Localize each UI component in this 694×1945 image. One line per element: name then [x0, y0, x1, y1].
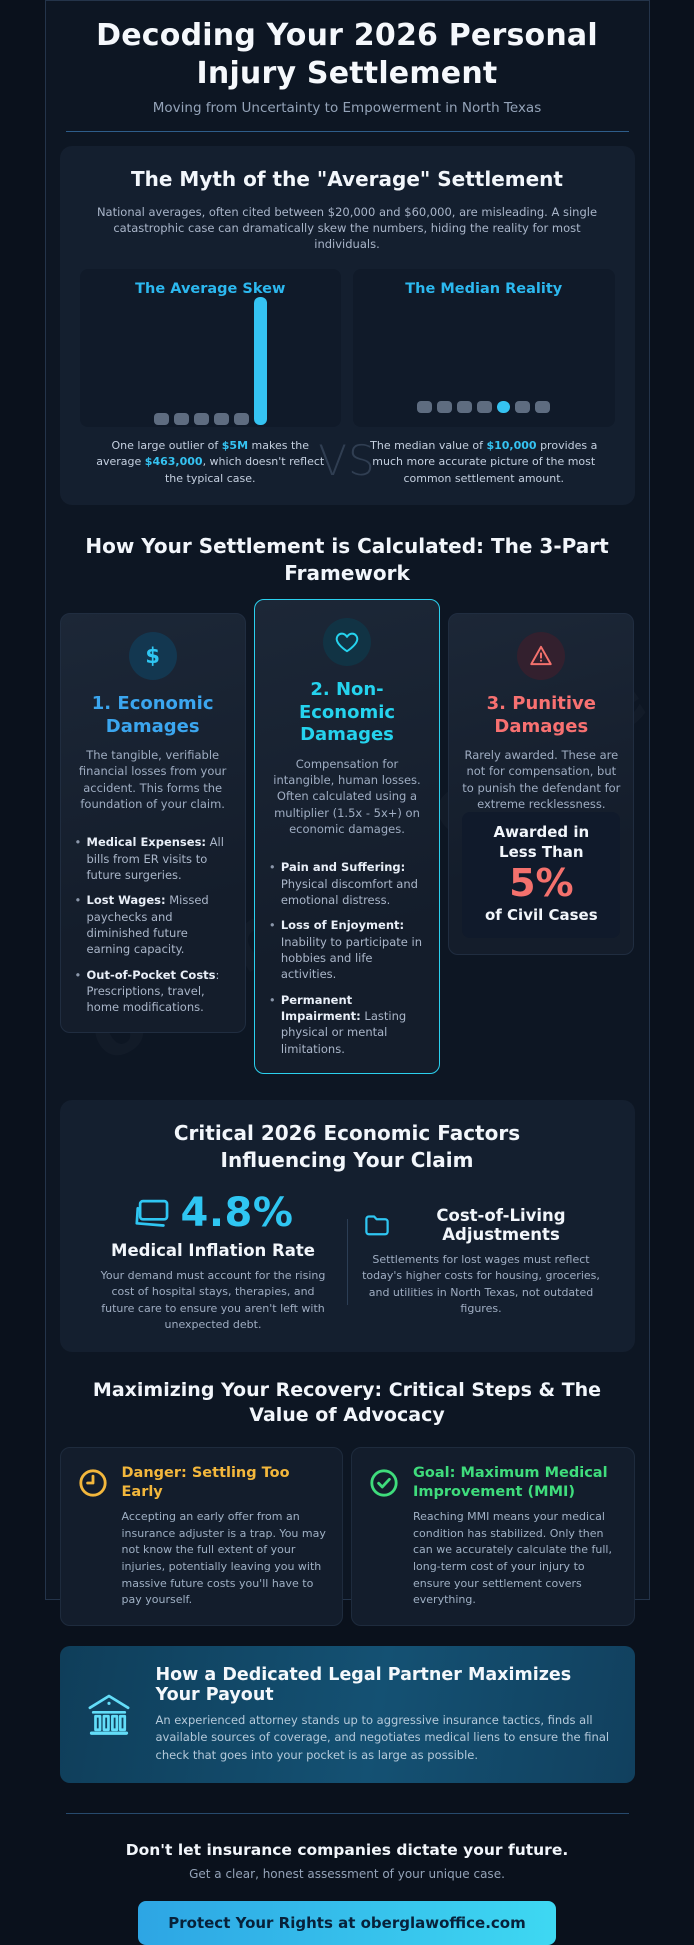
danger-card-body [122, 1464, 328, 1609]
non-economic-damages-card [254, 599, 440, 1074]
bar [194, 413, 209, 425]
footer-divider [66, 1813, 629, 1814]
bullet-text: Missed paychecks and diminished future earning capacity. [86, 893, 209, 957]
dollar-glyph: $ [145, 644, 160, 669]
cost-of-living-text: Settlements for lost wages must reflect today's higher costs for housing, groceries, and utilities in North Texas, not outdated figures. [362, 1252, 600, 1316]
bullet-label: Pain and Suffering: [280, 860, 406, 875]
framework-heading: How Your Settlement is Calculated: The 3-Part Framework [85, 534, 609, 586]
bar [214, 413, 229, 425]
caption-text: One large outlier of [111, 438, 222, 452]
average-skew-chart [90, 297, 332, 425]
economic-factors-section [60, 1100, 635, 1352]
bar [515, 401, 530, 413]
bullet-item [74, 967, 232, 1016]
caption-text: The median value of [370, 438, 487, 452]
bullet-item [74, 834, 232, 883]
bullet-label: Out-of-Pocket Costs [86, 967, 216, 982]
myth-section [60, 146, 635, 505]
stat-value: 5% [509, 861, 574, 906]
framework-cards [60, 613, 635, 1074]
bullet-text: Inability to participate in hobbies and life activities. [280, 934, 422, 982]
median-reality-caption [353, 438, 615, 488]
caption-text: makes the average [96, 438, 310, 469]
bar [174, 413, 189, 425]
dollar-icon [129, 632, 177, 680]
warning-icon [517, 632, 565, 680]
bullet-item [74, 892, 232, 957]
header [46, 1, 649, 116]
highlight-bar [254, 297, 267, 425]
goal-card-body [413, 1464, 619, 1609]
vs-label: VS [318, 436, 376, 486]
goal-card [351, 1447, 635, 1626]
bullet-text: Lasting physical or mental limitations. [280, 1008, 407, 1056]
outlier-value: $5M [221, 438, 249, 452]
bar [234, 413, 249, 425]
bar [457, 401, 472, 413]
bullet-label: Medical Expenses: [86, 835, 207, 850]
medical-inflation-title: Medical Inflation Rate [111, 1240, 315, 1260]
myth-heading: The Myth of the "Average" Settlement [131, 166, 563, 191]
caption-text: provides a much more accurate picture of the most common settlement amount. [372, 438, 598, 485]
page-subtitle: Moving from Uncertainty to Empowerment in North Texas [152, 99, 542, 116]
punitive-stat-box [462, 812, 620, 937]
average-skew-caption [80, 438, 342, 488]
danger-title: Danger: Settling Too Early [121, 1465, 290, 1500]
clock-icon [76, 1466, 110, 1609]
stat-line1: Awarded in Less Than [493, 823, 590, 861]
bar [417, 401, 432, 413]
bullet-text: All bills from ER visits to future surgeries. [86, 835, 224, 883]
economic-factors-heading: Critical 2026 Economic Factors Influencing Your Claim [173, 1120, 521, 1172]
footer-headline: Don't let insurance companies dictate your future. [125, 1840, 569, 1859]
average-skew-title: The Average Skew [135, 280, 286, 297]
folder-icon [362, 1210, 392, 1240]
caption-text: , which doesn't reflect the typical case. [164, 455, 325, 485]
economic-damages-description: The tangible, verifiable financial losses from your accident. This forms the foundation of your claim. [78, 748, 227, 812]
non-economic-damages-title: 2. Non-Economic Damages [298, 679, 396, 746]
medical-inflation-factor [80, 1190, 347, 1334]
median-reality-panel [353, 269, 615, 427]
page-title: Decoding Your 2026 Personal Injury Settlement [96, 18, 598, 91]
punitive-damages-description: Rarely awarded. These are not for compensation, but to punish the defendant for extreme recklessness. [462, 748, 621, 812]
legal-partner-banner [60, 1646, 635, 1783]
average-value: $463,000 [144, 455, 203, 469]
check-circle-icon [367, 1466, 401, 1609]
footer [46, 1841, 649, 1945]
punitive-damages-title: 3. Punitive Damages [486, 693, 596, 737]
bullet-label: Loss of Enjoyment: [280, 918, 405, 933]
bullet-text: : Prescriptions, travel, home modifications. [86, 967, 220, 1015]
median-reality-chart [363, 401, 605, 413]
banner-body [156, 1665, 613, 1764]
danger-card [60, 1447, 344, 1626]
median-value: $10,000 [486, 438, 537, 452]
bullet-label: Lost Wages: [86, 893, 166, 908]
goal-text: Reaching MMI means your medical condition has stabilized. Only then can we accurately calculate the full, long-term cost of your injury to ensure your settlement covers everything. [413, 1509, 612, 1607]
bar [154, 413, 169, 425]
medical-inflation-text: Your demand must account for the rising cost of hospital stays, therapies, and future care to ensure you aren't left with unexpected debt. [100, 1268, 326, 1332]
header-divider [66, 131, 629, 132]
stat-line2: of Civil Cases [484, 906, 598, 925]
median-reality-column [353, 269, 615, 488]
bullet-label: Permanent Impairment: [280, 992, 361, 1023]
highlight-bar [497, 401, 510, 413]
bullet-text: Physical discomfort and emotional distress. [280, 876, 418, 907]
goal-title: Goal: Maximum Medical Improvement (MMI) [413, 1465, 608, 1500]
bar [477, 401, 492, 413]
punitive-damages-card [448, 613, 634, 955]
protect-rights-cta-button[interactable]: Protect Your Rights at oberglawoffice.com [138, 1901, 555, 1945]
banner-text: An experienced attorney stands up to aggressive insurance tactics, finds all available sources of coverage, and negotiates medical liens to ensure the final check that goes into your pocket is as large as possible. [155, 1713, 610, 1762]
bar [437, 401, 452, 413]
comparison-panels [80, 269, 615, 488]
advocacy-heading: Maximizing Your Recovery: Critical Steps & The Value of Advocacy [92, 1378, 602, 1427]
economic-damages-card [60, 613, 246, 1033]
economic-damages-bullets [74, 825, 232, 1015]
bullet-item [268, 859, 426, 908]
bank-icon [82, 1687, 136, 1741]
non-economic-damages-bullets [268, 850, 426, 1057]
average-skew-panel [80, 269, 342, 427]
economic-damages-title: 1. Economic Damages [91, 693, 214, 737]
banner-title: How a Dedicated Legal Partner Maximizes Your Payout [155, 1665, 572, 1706]
bullet-item [268, 992, 426, 1057]
advocacy-cards [60, 1447, 635, 1626]
danger-text: Accepting an early offer from an insurance adjuster is a trap. You may not know the full extent of your injuries, potentially leaving you with massive future costs you'll have to pay yourself. [121, 1509, 326, 1607]
cost-of-living-title: Cost-of-Living Adjustments [436, 1205, 566, 1244]
factors-row [80, 1190, 615, 1334]
median-reality-title: The Median Reality [405, 280, 563, 297]
myth-intro: National averages, often cited between $20,000 and $60,000, are misleading. A single catastrophic case can dramatically skew the numbers, hiding the reality for most individuals. [96, 204, 598, 252]
cash-icon [133, 1194, 171, 1232]
bullet-item [268, 917, 426, 982]
footer-subline: Get a clear, honest assessment of your unique case. [189, 1866, 505, 1881]
bar [535, 401, 550, 413]
infographic-page [45, 0, 650, 1932]
medical-inflation-stat: 4.8% [180, 1189, 294, 1236]
non-economic-damages-description: Compensation for intangible, human losses. Often calculated using a multiplier (1.5x - 5x+) on economic damages. [273, 756, 421, 836]
heart-icon [323, 618, 371, 666]
average-skew-column [80, 269, 342, 488]
cost-of-living-factor [348, 1206, 615, 1318]
